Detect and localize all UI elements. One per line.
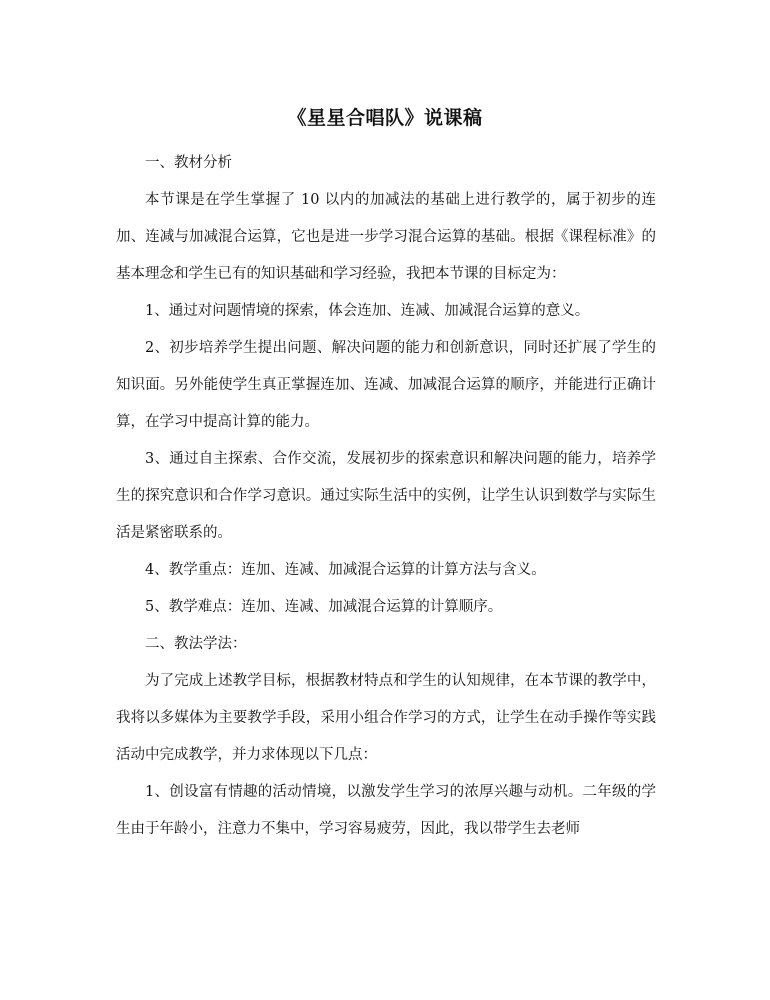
- paragraph-methods-intro: 为了完成上述教学目标，根据教材特点和学生的认知规律，在本节课的教学中，我将以多媒体为主要教学手段，采用小组合作学习的方式，让学生在动手操作等实践活动中完成教学，并力求体现以下几点：: [116, 673, 656, 763]
- document-title: 《星星合唱队》说课稿: [287, 107, 483, 129]
- section-heading-methods: 二、教法学法：: [145, 636, 247, 652]
- paragraph-difficult-point: 5、教学难点：连加、连减、加减混合运算的计算顺序。: [145, 599, 503, 615]
- paragraph-goal-2: 2、初步培养学生提出问题、解决问题的能力和创新意识，同时还扩展了学生的知识面。另外能使学生真正掌握连加、连减、加减混合运算的顺序，并能进行正确计算，在学习中提高计算的能力。: [116, 340, 656, 430]
- document-body: [116, 145, 656, 848]
- paragraph-key-point: 4、教学重点：连加、连减、加减混合运算的计算方法与含义。: [145, 562, 546, 578]
- paragraph-method-1: 1、创设富有情趣的活动情境，以激发学生学习的浓厚兴趣与动机。二年级的学生由于年龄小，注意力不集中，学习容易疲劳，因此，我以带学生去老师: [116, 784, 656, 837]
- section-heading-teaching-material: 一、教材分析: [145, 155, 232, 171]
- paragraph-goal-3: 3、通过自主探索、合作交流，发展初步的探索意识和解决问题的能力，培养学生的探究意识和合作学习意识。通过实际生活中的实例，让学生认识到数学与实际生活是紧密联系的。: [116, 451, 656, 541]
- paragraph-intro: 本节课是在学生掌握了 10 以内的加减法的基础上进行教学的，属于初步的连加、连减与加减混合运算，它也是进一步学习混合运算的基础。根据《课程标准》的基本理念和学生已有的知识基础和学习经验，我把本节课的目标定为：: [116, 192, 656, 282]
- paragraph-goal-1: 1、通过对问题情境的探索，体会连加、连减、加减混合运算的意义。: [145, 303, 590, 319]
